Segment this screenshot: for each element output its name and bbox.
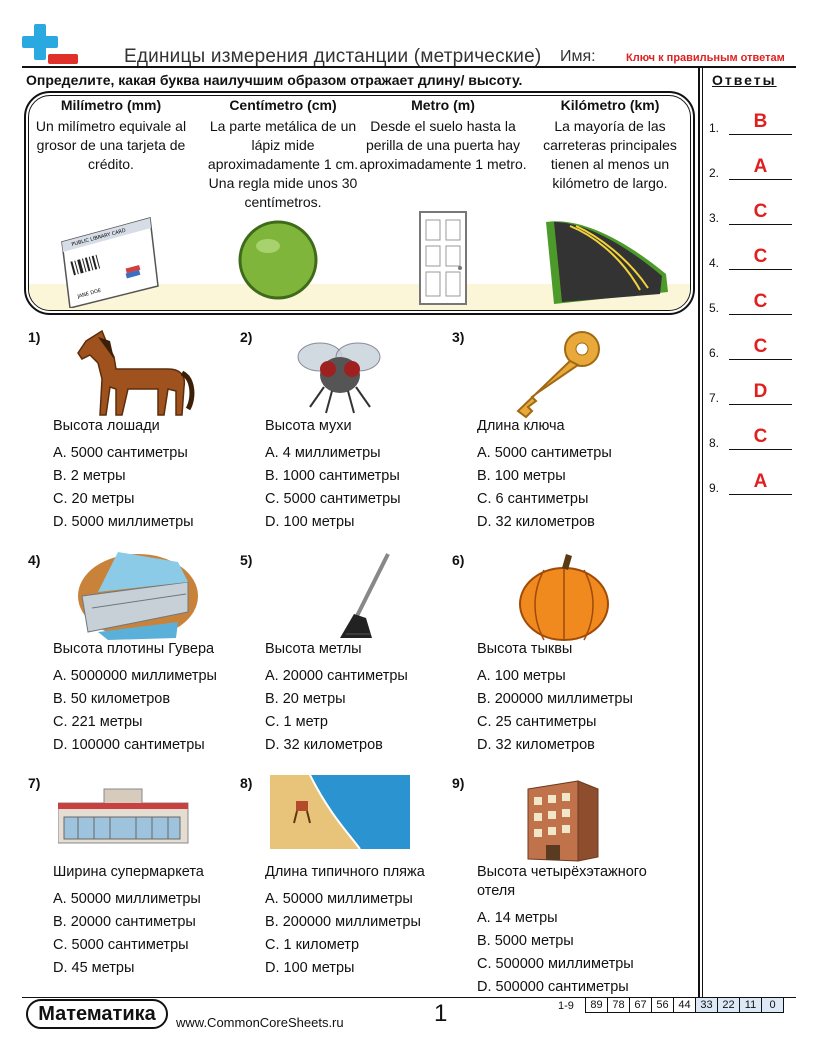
page-number: 1 (434, 1000, 448, 1027)
option-d[interactable]: D. 32 километров (477, 514, 595, 530)
score-cell: 56 (651, 997, 674, 1013)
option-a[interactable]: A. 5000 сантиметры (477, 445, 612, 461)
question-text: Высота плотины Гувера (53, 641, 215, 657)
question-number: 7) (28, 775, 41, 791)
key-icon (482, 329, 622, 419)
option-b[interactable]: B. 100 метры (477, 468, 566, 484)
option-d[interactable]: D. 32 километров (265, 737, 383, 753)
logo-plus-minus-icon (22, 24, 80, 68)
question-text: Высота мухи (265, 418, 352, 434)
option-b[interactable]: B. 1000 сантиметры (265, 468, 400, 484)
option-d[interactable]: D. 5000 миллиметры (53, 514, 194, 530)
options-list (477, 907, 634, 999)
supermarket-icon (58, 775, 198, 865)
answer-value[interactable]: A (753, 471, 768, 492)
option-a[interactable]: A. 5000000 миллиметры (53, 668, 217, 684)
sidebar-divider (698, 66, 700, 998)
broom-icon (270, 552, 410, 642)
options-list (265, 888, 421, 980)
score-cell: 0 (761, 997, 784, 1013)
answer-value[interactable]: D (753, 381, 768, 402)
question-number: 2) (240, 329, 253, 345)
answer-row: 9. A (709, 471, 794, 495)
option-d[interactable]: D. 500000 сантиметры (477, 979, 629, 995)
unit-title: Metro (m) (411, 97, 475, 113)
option-c[interactable]: C. 20 метры (53, 491, 135, 507)
svg-text:PUBLIC LIBRARY CARD: PUBLIC LIBRARY CARD (70, 227, 127, 248)
road-icon (540, 214, 674, 306)
option-b[interactable]: B. 5000 метры (477, 933, 574, 949)
score-range-label: 1-9 (558, 1000, 574, 1012)
option-b[interactable]: B. 20000 сантиметры (53, 914, 196, 930)
score-cell: 89 (585, 997, 608, 1013)
question-text: Ширина супермаркета (53, 864, 204, 880)
score-cell: 78 (607, 997, 630, 1013)
unit-description: Un milímetro equivale al grosor de una tarjeta de crédito. (35, 118, 187, 172)
options-list (53, 888, 201, 980)
answer-row: 5. C (709, 291, 794, 315)
option-b[interactable]: B. 200000 миллиметры (477, 691, 633, 707)
unit-title: Kilómetro (km) (560, 97, 660, 113)
option-d[interactable]: D. 100 метры (265, 514, 355, 530)
option-c[interactable]: C. 1 метр (265, 714, 328, 730)
option-c[interactable]: C. 1 километр (265, 937, 360, 953)
answer-value[interactable]: C (753, 336, 768, 357)
score-cell: 44 (673, 997, 696, 1013)
question-number: 9) (452, 775, 465, 791)
option-c[interactable]: C. 25 сантиметры (477, 714, 597, 730)
option-b[interactable]: B. 200000 миллиметры (265, 914, 421, 930)
options-list (477, 665, 633, 757)
fly-icon (270, 329, 410, 419)
option-c[interactable]: C. 500000 миллиметры (477, 956, 634, 972)
unit-description: La mayoría de las carreteras principales tienen al menos un kilómetro de largo. (543, 118, 677, 191)
svg-text:JANE DOE: JANE DOE (76, 287, 102, 300)
option-c[interactable]: C. 5000 сантиметры (265, 491, 401, 507)
option-a[interactable]: A. 20000 сантиметры (265, 668, 408, 684)
question-text: Высота метлы (265, 641, 362, 657)
option-a[interactable]: A. 5000 сантиметры (53, 445, 188, 461)
unit-title: Centímetro (cm) (229, 97, 337, 113)
question-number: 4) (28, 552, 41, 568)
unit-centimeter (199, 96, 367, 212)
option-a[interactable]: A. 100 метры (477, 668, 566, 684)
question-text: Высота лошади (53, 418, 160, 434)
library-card-icon (58, 212, 160, 308)
question-number: 3) (452, 329, 465, 345)
answer-row: 6. C (709, 336, 794, 360)
answer-row: 7. D (709, 381, 794, 405)
answer-key-label: Ключ к правильным ответам (626, 52, 785, 64)
options-list (265, 442, 401, 534)
answer-row: 1. B (709, 111, 794, 135)
page-title: Единицы измерения дистанции (метрические) (124, 46, 542, 67)
option-a[interactable]: A. 50000 миллиметры (53, 891, 201, 907)
answer-row: 4. C (709, 246, 794, 270)
unit-meter (359, 96, 527, 174)
score-cell: 22 (717, 997, 740, 1013)
unit-millimeter (27, 96, 195, 174)
unit-description: Desde el suelo hasta la perilla de una puerta hay aproximadamente 1 metro. (359, 118, 527, 172)
unit-description: La parte metálica de un lápiz mide aproximadamente 1 cm. Una regla mide unos 30 centímetros. (207, 118, 359, 210)
option-b[interactable]: B. 50 километров (53, 691, 171, 707)
header-divider (22, 66, 796, 68)
answer-value[interactable]: B (753, 111, 768, 132)
green-ball-icon (236, 218, 320, 302)
score-cell: 33 (695, 997, 718, 1013)
answer-row: 2. A (709, 156, 794, 180)
answer-value[interactable]: C (753, 246, 768, 267)
question-text: Высота тыквы (477, 641, 573, 657)
option-d[interactable]: D. 45 метры (53, 960, 135, 976)
score-table (586, 997, 784, 1013)
unit-title: Milímetro (mm) (60, 97, 162, 113)
option-c[interactable]: C. 5000 сантиметры (53, 937, 189, 953)
option-b[interactable]: B. 2 метры (53, 468, 126, 484)
hotel-icon (482, 775, 622, 865)
question-text: Высота четырёхэтажного отеля (477, 864, 647, 899)
door-icon (418, 210, 468, 306)
dam-icon (58, 552, 198, 642)
site-url[interactable]: www.CommonCoreSheets.ru (176, 1015, 344, 1030)
question-number: 5) (240, 552, 253, 568)
answer-value[interactable]: C (753, 426, 768, 447)
score-cell: 11 (739, 997, 762, 1013)
option-c[interactable]: C. 6 сантиметры (477, 491, 589, 507)
option-a[interactable]: A. 4 миллиметры (265, 445, 381, 461)
instruction-text: Определите, какая буква наилучшим образом отражает длину/ высоту. (26, 72, 523, 88)
sidebar-divider-inner (702, 66, 703, 998)
brand-badge: Математика (26, 999, 168, 1029)
question-number: 6) (452, 552, 465, 568)
score-cell: 67 (629, 997, 652, 1013)
options-list (53, 665, 217, 757)
answer-row: 8. C (709, 426, 794, 450)
unit-kilometer (526, 96, 694, 193)
name-label: Имя: (560, 48, 596, 65)
question-number: 1) (28, 329, 41, 345)
question-text: Длина типичного пляжа (265, 864, 425, 880)
option-d[interactable]: D. 32 километров (477, 737, 595, 753)
options-list (477, 442, 612, 534)
options-list (53, 442, 194, 534)
option-a[interactable]: A. 14 метры (477, 910, 558, 926)
option-d[interactable]: D. 100 метры (265, 960, 355, 976)
answer-value[interactable]: C (753, 201, 768, 222)
option-b[interactable]: B. 20 метры (265, 691, 346, 707)
pumpkin-icon (482, 552, 622, 642)
option-d[interactable]: D. 100000 сантиметры (53, 737, 205, 753)
beach-icon (270, 775, 410, 865)
answers-title: Ответы (712, 72, 777, 88)
question-number: 8) (240, 775, 253, 791)
answer-value[interactable]: C (753, 291, 768, 312)
options-list (265, 665, 408, 757)
horse-icon (58, 329, 198, 419)
option-c[interactable]: C. 221 метры (53, 714, 143, 730)
answer-value[interactable]: A (753, 156, 768, 177)
question-text: Длина ключа (477, 418, 565, 434)
option-a[interactable]: A. 50000 миллиметры (265, 891, 413, 907)
answer-row: 3. C (709, 201, 794, 225)
